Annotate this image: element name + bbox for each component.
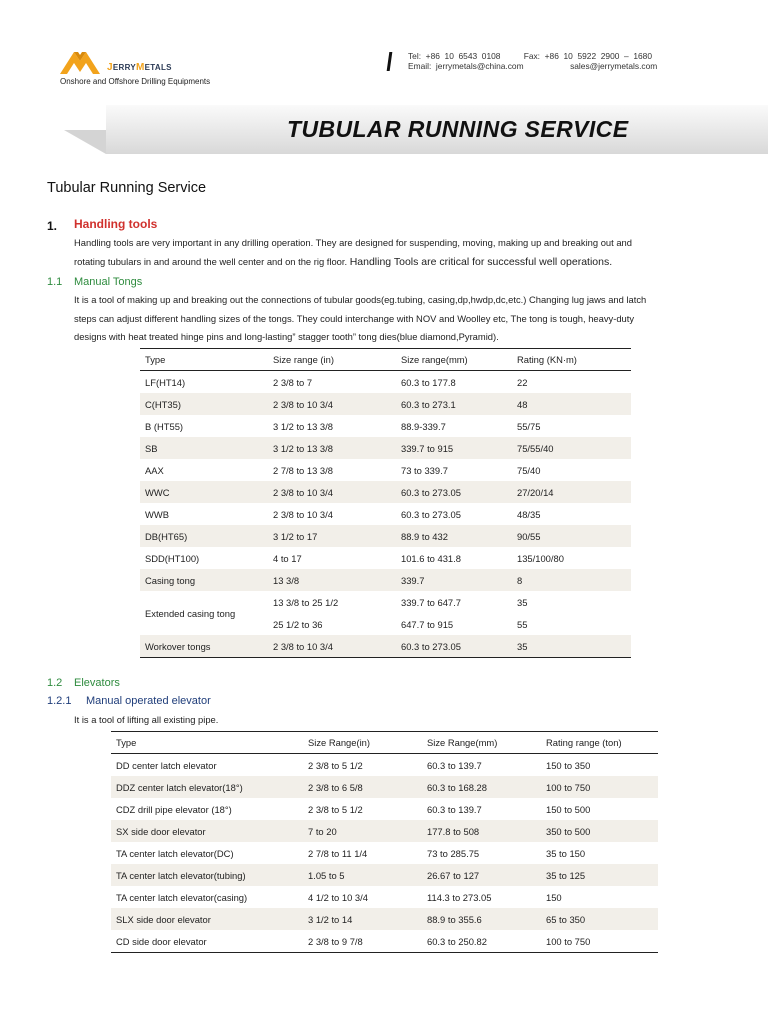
table-cell: 26.67 to 127: [422, 864, 541, 886]
table-cell: 3 1/2 to 13 3/8: [268, 437, 396, 459]
logo-mountain-icon: [58, 44, 106, 76]
table-cell: 60.3 to 250.82: [422, 930, 541, 953]
elevator-header-rating: Rating range (ton): [541, 732, 658, 754]
table-cell: SB: [140, 437, 268, 459]
table-cell: 350 to 500: [541, 820, 658, 842]
table-cell: 3 1/2 to 17: [268, 525, 396, 547]
table-cell: 2 3/8 to 10 3/4: [268, 481, 396, 503]
table-cell: 60.3 to 177.8: [401, 376, 456, 388]
table-cell: 2 3/8 to 5 1/2: [308, 759, 363, 771]
table-row: [140, 459, 631, 481]
table-cell: 35 to 125: [541, 864, 658, 886]
table-cell: 27/20/14: [512, 481, 631, 503]
table-cell: SDD(HT100): [145, 552, 200, 564]
table-row: [111, 908, 658, 930]
header-separator: [387, 52, 393, 71]
section-1-number: 1.: [47, 219, 58, 233]
table-row: [111, 754, 658, 777]
table-cell: DDZ center latch elevator(18°): [111, 776, 303, 798]
table-cell: SLX side door elevator: [111, 908, 303, 930]
table-cell: 25 1/2 to 36: [273, 618, 323, 630]
table-row: [140, 371, 631, 394]
table-row: [140, 415, 631, 437]
table-row: [140, 525, 631, 547]
tongs-table: [140, 348, 631, 658]
table-row: [140, 635, 631, 658]
section-1-line-1: Handling tools are very important in any drilling operation. They are designed for suspending, moving, making up and breaking out and: [74, 237, 632, 248]
table-cell: 1.05 to 5: [303, 864, 422, 886]
tongs-header-size-mm: Size range(mm): [396, 349, 512, 371]
section-1-1-line-2: steps can adjust different handling sizes of the tongs. They could interchange with NOV and Woolley etc, The tong is tough, heavy-duty: [74, 313, 635, 324]
tongs-header-type: Type: [140, 349, 268, 371]
table-row: [111, 930, 658, 953]
table-cell: 88.9 to 432: [396, 525, 512, 547]
section-1-2-1-paragraph: It is a tool of lifting all existing pipe.: [74, 714, 219, 725]
section-1-2-1-number: 1.2.1: [47, 695, 72, 707]
table-cell: 4 to 17: [273, 552, 302, 564]
table-row: [111, 820, 658, 842]
table-cell: 339.7 to 915: [396, 437, 512, 459]
elevator-header-row: [111, 732, 658, 754]
table-row: [140, 437, 631, 459]
table-row: [111, 842, 658, 864]
table-cell: 13 3/8 to 25 1/2: [273, 596, 339, 608]
section-1-1-line-1: It is a tool of making up and breaking out the connections of tubular goods(eg.tubing, casing,dp,hwdp,dc,etc.) Changing lug jaws and latch: [74, 294, 647, 305]
section-1-1-line-3: designs with heat treated hinge pins and long-lasting” stagger tooth” tong dies(blue diamond,Pyramid).: [74, 331, 499, 342]
table-cell: 3 1/2 to 13 3/8: [273, 420, 333, 432]
table-cell: Extended casing tong: [145, 607, 236, 619]
table-cell: B (HT55): [145, 420, 184, 432]
table-cell: 90/55: [512, 525, 631, 547]
table-cell: 177.8 to 508: [422, 820, 541, 842]
table-row: [140, 569, 631, 591]
table-cell: WWC: [140, 481, 268, 503]
table-cell: 88.9 to 355.6: [422, 908, 541, 930]
table-cell: AAX: [145, 464, 164, 476]
table-cell: TA center latch elevator(DC): [116, 847, 234, 859]
elevator-header-size-mm: Size Range(mm): [422, 732, 541, 754]
table-cell: WWB: [145, 508, 169, 520]
table-cell: 22: [517, 376, 528, 388]
table-cell: 13 3/8: [268, 569, 396, 591]
table-cell: C(HT35): [140, 393, 268, 415]
table-cell: 60.3 to 168.28: [422, 776, 541, 798]
tongs-header-row: [140, 349, 631, 371]
table-cell: 114.3 to 273.05: [427, 891, 492, 903]
table-cell: 2 3/8 to 10 3/4: [268, 393, 396, 415]
tongs-header-size-in: Size range (in): [268, 349, 396, 371]
table-cell: 60.3 to 273.1: [396, 393, 512, 415]
table-cell: 75/40: [517, 464, 541, 476]
table-cell: 35: [512, 635, 631, 658]
table-cell: 2 3/8 to 10 3/4: [268, 635, 396, 658]
contact-emails: Email: jerrymetals@china.com sales@jerrymetals.com: [408, 61, 658, 71]
table-cell: 4 1/2 to 10 3/4: [308, 891, 368, 903]
section-1-2-number: 1.2: [47, 677, 63, 689]
table-cell: 150 to 350: [546, 759, 591, 771]
table-cell: 2 3/8 to 9 7/8: [303, 930, 422, 953]
table-cell: 35: [517, 596, 528, 608]
table-cell: 60.3 to 139.7: [427, 759, 482, 771]
table-cell: 2 3/8 to 10 3/4: [273, 508, 333, 520]
table-cell: 2 7/8 to 13 3/8: [273, 464, 333, 476]
table-row: [111, 776, 658, 798]
table-cell: 150 to 500: [546, 803, 591, 815]
section-1-line-2: rotating tubulars in and around the well center and on the rig floor. Handling Tools are critical for successful well operations.: [74, 256, 613, 268]
table-cell: Workover tongs: [140, 635, 268, 658]
table-row: [140, 481, 631, 503]
table-cell: TA center latch elevator(tubing): [111, 864, 303, 886]
table-cell: 73 to 339.7: [401, 464, 448, 476]
title-band-wedge: [64, 130, 106, 154]
table-cell: 339.7 to 647.7: [401, 596, 461, 608]
table-row: [111, 886, 658, 908]
table-cell: 55/75: [517, 420, 541, 432]
table-cell: 8: [512, 569, 631, 591]
table-cell: 48: [512, 393, 631, 415]
elevator-table: [111, 731, 658, 953]
table-row: [140, 393, 631, 415]
section-1-2-1-title: Manual operated elevator: [86, 695, 211, 707]
table-cell: 2 3/8 to 6 5/8: [303, 776, 422, 798]
table-cell: Casing tong: [140, 569, 268, 591]
table-cell: 3 1/2 to 14: [303, 908, 422, 930]
table-cell: 48/35: [517, 508, 541, 520]
table-cell: 2 3/8 to 7: [273, 376, 313, 388]
table-row: [140, 591, 631, 613]
section-1-1-number: 1.1: [47, 276, 63, 288]
table-row: [140, 503, 631, 525]
table-cell: 100 to 750: [541, 776, 658, 798]
tongs-header-rating: Rating (KN·m): [512, 349, 631, 371]
table-cell: 2 3/8 to 5 1/2: [308, 803, 363, 815]
table-cell: 60.3 to 139.7: [427, 803, 482, 815]
table-cell: 65 to 350: [541, 908, 658, 930]
table-cell: 100 to 750: [541, 930, 658, 953]
table-cell: CD side door elevator: [111, 930, 303, 953]
table-cell: 135/100/80: [517, 552, 564, 564]
company-tagline: Onshore and Offshore Drilling Equipments: [60, 77, 211, 86]
table-cell: 88.9-339.7: [401, 420, 446, 432]
table-cell: TA center latch elevator(casing): [116, 891, 248, 903]
table-cell: 7 to 20: [303, 820, 422, 842]
elevator-header-type: Type: [111, 732, 303, 754]
table-cell: CDZ drill pipe elevator (18°): [116, 803, 232, 815]
table-row: [111, 798, 658, 820]
table-cell: 339.7: [396, 569, 512, 591]
table-cell: 73 to 285.75: [427, 847, 480, 859]
table-cell: 647.7 to 915: [401, 618, 454, 630]
table-cell: SX side door elevator: [111, 820, 303, 842]
section-1-1-title: Manual Tongs: [74, 276, 143, 288]
table-cell: 60.3 to 273.05: [396, 481, 512, 503]
table-cell: 2 7/8 to 11 1/4: [308, 847, 368, 859]
page-heading: Tubular Running Service: [47, 180, 207, 196]
section-1-paragraph: [74, 233, 724, 272]
table-cell: 60.3 to 273.05: [396, 635, 512, 658]
section-1-2-title: Elevators: [74, 677, 120, 689]
table-cell: 55: [517, 618, 528, 630]
company-name: JERRYMETALS: [107, 62, 172, 73]
table-cell: 35 to 150: [546, 847, 586, 859]
table-cell: DB(HT65): [140, 525, 268, 547]
table-cell: 101.6 to 431.8: [401, 552, 461, 564]
table-cell: 60.3 to 273.05: [401, 508, 461, 520]
table-row: [140, 547, 631, 569]
table-cell: LF(HT14): [145, 376, 186, 388]
contact-phone-fax: Tel: +86 10 6543 0108 Fax: +86 10 5922 2900 – 1680: [408, 51, 652, 61]
table-cell: 75/55/40: [512, 437, 631, 459]
section-1-1-paragraph: [74, 290, 724, 345]
elevator-header-size-in: Size Range(in): [303, 732, 422, 754]
company-logo: [58, 44, 106, 81]
section-1-title: Handling tools: [74, 217, 158, 231]
table-cell: 150: [546, 891, 562, 903]
table-cell: DD center latch elevator: [116, 759, 217, 771]
table-row: [111, 864, 658, 886]
document-title: TUBULAR RUNNING SERVICE: [287, 116, 629, 142]
